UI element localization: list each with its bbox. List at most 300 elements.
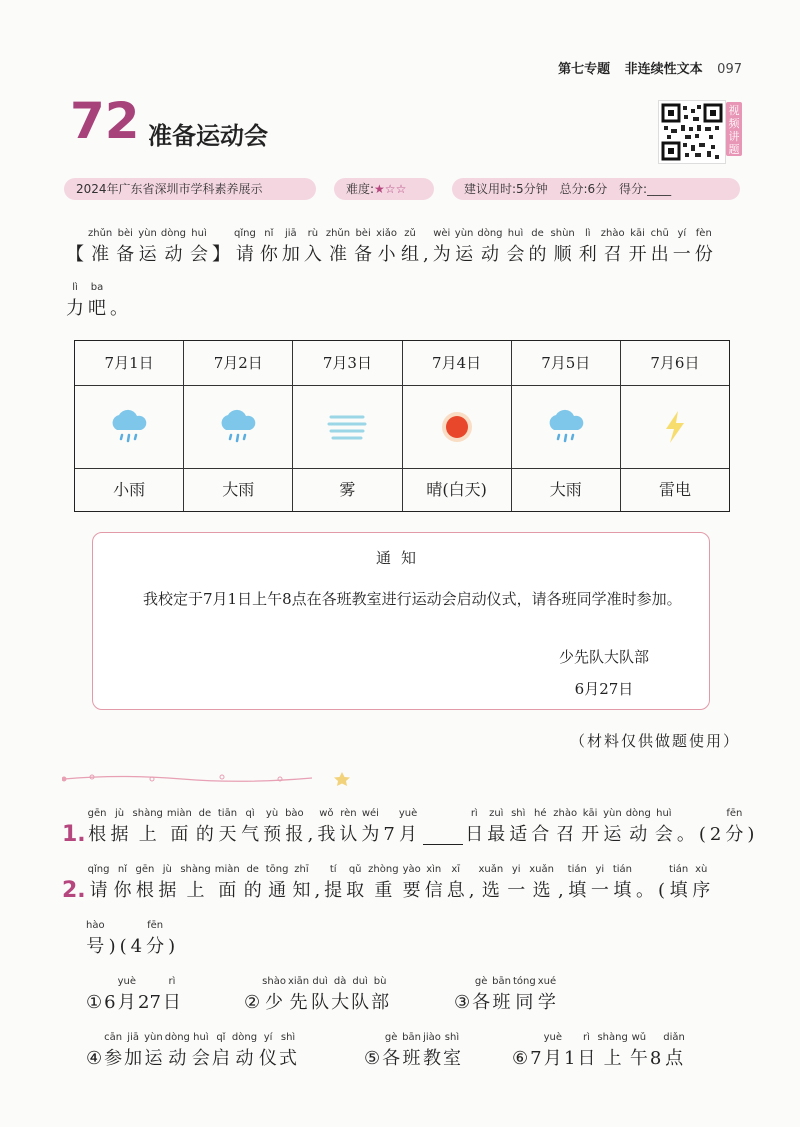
pinyin: kāi [630, 228, 645, 239]
pinyin: jiā [284, 228, 297, 239]
ruby-char [196, 806, 214, 848]
notice-signature [559, 641, 649, 705]
pinyin: duì [352, 976, 368, 987]
ruby-char [454, 974, 470, 1016]
hanzi: 动 [164, 244, 183, 265]
pinyin: diǎn [663, 1032, 685, 1043]
ruby-char [118, 974, 136, 1016]
weather-table [74, 340, 730, 512]
hanzi: 填 [568, 880, 587, 901]
hanzi: 仪 [259, 1048, 278, 1069]
hanzi: 召 [556, 824, 575, 845]
hanzi: 1 [564, 1048, 576, 1069]
ruby-char [259, 1030, 277, 1072]
hanzi: 各 [472, 992, 491, 1013]
pinyin: dà [333, 976, 347, 987]
ruby-char [636, 862, 654, 904]
hanzi: 适 [509, 824, 528, 845]
hanzi: ① [86, 992, 103, 1013]
pinyin: tiān [217, 808, 238, 819]
hanzi: 上 [138, 824, 157, 845]
ruby-char [144, 1030, 163, 1072]
hanzi: 顺 [553, 244, 572, 265]
ruby-char [507, 862, 525, 904]
ruby-char [317, 806, 335, 848]
ruby-char [324, 862, 342, 904]
pinyin: xiān [287, 976, 310, 987]
ruby-char [443, 1030, 461, 1072]
ruby-char [86, 918, 105, 960]
ruby-char [487, 806, 505, 848]
hanzi: 你 [259, 244, 278, 265]
page-number: 097 [717, 62, 742, 77]
option-4[interactable] [86, 1030, 299, 1072]
hanzi: 份 [694, 244, 713, 265]
hanzi: ( [119, 936, 127, 957]
weather-column [75, 341, 184, 511]
hanzi: , [314, 880, 321, 901]
ruby-char [364, 1030, 380, 1072]
pinyin: yí [677, 228, 687, 239]
pinyin: fèn [695, 228, 712, 239]
hanzi: 最 [487, 824, 506, 845]
ruby-char [477, 226, 502, 268]
ruby-char [512, 1030, 528, 1072]
lesson-number: 72 [70, 92, 140, 150]
hanzi: 号 [86, 936, 105, 957]
hanzi: 7 [383, 824, 395, 845]
ruby-char [135, 862, 154, 904]
pinyin: zhī [294, 864, 309, 875]
hanzi: ④ [86, 1048, 103, 1069]
hanzi: 运 [455, 244, 474, 265]
pinyin: dòng [477, 228, 503, 239]
ruby-char [509, 806, 527, 848]
pinyin: miàn [166, 808, 192, 819]
hanzi: 知 [292, 880, 311, 901]
hanzi: 同 [515, 992, 534, 1013]
pinyin: shì [280, 1032, 296, 1043]
pinyin: hào [86, 920, 105, 931]
pinyin: qǐ [216, 1032, 226, 1043]
hanzi: 加 [281, 244, 300, 265]
ruby-char [346, 862, 364, 904]
pinyin: chū [650, 228, 669, 239]
pinyin: hé [534, 808, 547, 819]
ruby-char [124, 1030, 142, 1072]
pinyin: qǐng [87, 864, 110, 875]
ruby-char [331, 974, 349, 1016]
option-6[interactable] [512, 1030, 687, 1072]
ruby-char [161, 226, 186, 268]
pinyin: yuè [543, 1032, 563, 1043]
hanzi: 动 [480, 244, 499, 265]
pinyin: qì [245, 808, 255, 819]
ruby-char [376, 226, 397, 268]
pinyin: gè [474, 976, 488, 987]
ruby-char [663, 1030, 685, 1072]
ruby-char [513, 974, 536, 1016]
pinyin: shì [511, 808, 526, 819]
pinyin: tián [669, 864, 689, 875]
pinyin: fēn [726, 808, 743, 819]
pinyin: bān [402, 1032, 421, 1043]
ruby-char [266, 862, 289, 904]
hanzi: 】 [212, 244, 231, 265]
ruby-char [603, 806, 622, 848]
ruby-char [613, 862, 632, 904]
pinyin: de [246, 864, 259, 875]
hanzi: 学 [537, 992, 556, 1013]
hanzi: 动 [235, 1048, 254, 1069]
hanzi: ⑤ [364, 1048, 381, 1069]
hanzi: 我 [317, 824, 336, 845]
pinyin: zǔ [404, 228, 416, 239]
ruby-char [212, 226, 230, 268]
ruby-char [677, 806, 695, 848]
pinyin: tóng [512, 976, 536, 987]
pinyin: wǒ [319, 808, 334, 819]
pinyin: bèi [117, 228, 133, 239]
ruby-char [215, 862, 240, 904]
lightning-icon [621, 386, 729, 469]
ruby-char [111, 806, 129, 848]
option-2[interactable] [244, 974, 391, 1016]
pinyin: yù [265, 808, 279, 819]
hanzi: 运 [603, 824, 622, 845]
pinyin: shàng [180, 864, 211, 875]
ruby-char [597, 1030, 627, 1072]
pinyin: lì [72, 282, 78, 293]
intro-line-1 [66, 226, 717, 268]
pinyin: zhǔn [88, 228, 113, 239]
pinyin: yùn [454, 228, 474, 239]
hanzi: 报 [285, 824, 304, 845]
pinyin: yí [263, 1032, 273, 1043]
ruby-char [232, 1030, 257, 1072]
hanzi: 参 [104, 1048, 123, 1069]
option-3[interactable] [454, 974, 558, 1016]
hanzi: 会 [190, 244, 209, 265]
ruby-char [110, 280, 128, 322]
hanzi: 的 [243, 880, 262, 901]
pinyin: cān [104, 1032, 123, 1043]
pinyin: qǔ [348, 864, 362, 875]
ruby-char [507, 226, 525, 268]
hanzi: 27 [138, 992, 161, 1013]
source-badge: 2024年广东省深圳市学科素养展示 [64, 178, 316, 200]
rain-cloud-icon [512, 386, 620, 469]
option-1[interactable] [86, 974, 183, 1016]
fog-icon [293, 386, 401, 469]
hanzi: 运 [144, 1048, 163, 1069]
ruby-char [382, 1030, 400, 1072]
ruby-char [292, 862, 310, 904]
ruby-char [630, 1030, 648, 1072]
hanzi: 召 [603, 244, 622, 265]
hanzi: 队 [351, 992, 370, 1013]
hanzi: , [307, 824, 314, 845]
ruby-char [601, 226, 625, 268]
hanzi: 填 [669, 880, 688, 901]
weather-date: 7月6日 [621, 341, 729, 386]
hanzi: ② [244, 992, 261, 1013]
hanzi: 取 [346, 880, 365, 901]
pinyin: gēn [135, 864, 155, 875]
ruby-char [577, 1030, 595, 1072]
pinyin: zhào [600, 228, 625, 239]
pinyin: shùn [550, 228, 575, 239]
hanzi: 运 [138, 244, 157, 265]
ruby-char [88, 806, 107, 848]
ruby-char [109, 918, 116, 960]
weather-desc: 小雨 [113, 480, 146, 499]
ruby-char [529, 226, 547, 268]
material-note: （材料仅供做题使用） [569, 732, 740, 750]
ruby-char [544, 1030, 562, 1072]
pinyin: bù [373, 976, 387, 987]
hanzi: 吧 [88, 298, 106, 319]
ruby-char [66, 226, 84, 268]
hanzi: 预 [263, 824, 282, 845]
hanzi: 4 [130, 936, 143, 957]
ruby-char [104, 1030, 122, 1072]
ruby-char [218, 806, 237, 848]
ruby-char [710, 806, 721, 848]
weather-desc: 大雨 [222, 480, 255, 499]
ruby-char [104, 974, 115, 1016]
ruby-char [120, 918, 127, 960]
hanzi: 据 [110, 824, 129, 845]
ruby-char [282, 226, 300, 268]
ruby-char [190, 226, 208, 268]
ruby-char [244, 862, 262, 904]
hanzi: 月 [117, 992, 136, 1013]
hanzi: 加 [124, 1048, 143, 1069]
hanzi: 利 [578, 244, 597, 265]
hanzi: 合 [531, 824, 550, 845]
ruby-char [86, 974, 102, 1016]
weather-column [293, 341, 402, 511]
ruby-char [138, 226, 157, 268]
pinyin: nǐ [264, 228, 274, 239]
ruby-char [131, 918, 142, 960]
ruby-char [673, 226, 691, 268]
hanzi: 气 [241, 824, 260, 845]
pinyin: dòng [231, 1032, 258, 1043]
pinyin: miàn [214, 864, 240, 875]
ruby-char [695, 226, 713, 268]
pinyin: rèn [340, 808, 357, 819]
ruby-char [403, 862, 421, 904]
hanzi: 上 [603, 1048, 622, 1069]
ruby-char [88, 226, 112, 268]
pinyin: bān [492, 976, 511, 987]
difficulty-badge [334, 178, 434, 200]
pinyin: dòng [164, 1032, 190, 1043]
hanzi: 一 [590, 880, 609, 901]
pinyin: lì [584, 228, 591, 239]
hanzi: 序 [692, 880, 711, 901]
pinyin: de [531, 228, 544, 239]
weather-date: 7月5日 [512, 341, 620, 386]
ruby-char [465, 806, 483, 848]
notice-date: 6月27日 [574, 680, 634, 698]
pinyin: zuì [489, 808, 504, 819]
qr-code[interactable] [658, 100, 726, 164]
pinyin: wèi [433, 228, 451, 239]
hanzi: 面 [218, 880, 237, 901]
weather-desc: 晴(白天) [426, 480, 487, 499]
pinyin: shàng [597, 1032, 628, 1043]
answer-blank[interactable] [423, 824, 463, 845]
ruby-char [658, 862, 665, 904]
pinyin: shì [444, 1032, 460, 1043]
pinyin: gēn [87, 808, 107, 819]
question-2-text [88, 862, 715, 904]
hanzi: 组 [401, 244, 420, 265]
pinyin: tián [567, 864, 587, 875]
pinyin: yuè [117, 976, 137, 987]
pinyin: yùn [138, 228, 157, 239]
hanzi: 据 [158, 880, 177, 901]
ruby-char [558, 862, 564, 904]
hanzi: 认 [339, 824, 358, 845]
hanzi: , [557, 880, 564, 901]
ruby-char [371, 974, 389, 1016]
rain-cloud-icon [184, 386, 292, 469]
hanzi: 通 [268, 880, 287, 901]
hanzi: 式 [279, 1048, 298, 1069]
hanzi: , [423, 244, 429, 265]
ruby-char [66, 280, 84, 322]
hanzi: ) [168, 936, 176, 957]
pinyin: huì [191, 228, 207, 239]
ruby-char [279, 1030, 297, 1072]
ruby-char [180, 862, 210, 904]
pinyin: yuè [398, 808, 418, 819]
hanzi: 上 [186, 880, 205, 901]
difficulty-stars: ★☆☆ [374, 182, 407, 196]
ruby-char [401, 226, 419, 268]
pinyin: bào [285, 808, 304, 819]
hanzi: 分 [725, 824, 744, 845]
hanzi: 准 [328, 244, 347, 265]
hanzi: 教 [422, 1048, 441, 1069]
hanzi: , [468, 880, 475, 901]
ruby-char [433, 226, 451, 268]
hanzi: 一 [507, 880, 526, 901]
video-explain-tab[interactable]: 视频讲题 [726, 102, 742, 156]
hanzi: 。 [636, 880, 655, 901]
ruby-char [113, 862, 131, 904]
pinyin: ba [90, 282, 104, 293]
pinyin: xuǎn [529, 864, 554, 875]
ruby-char [383, 806, 394, 848]
ruby-char [447, 862, 465, 904]
pinyin: wéi [361, 808, 379, 819]
hanzi: 班 [492, 992, 511, 1013]
ruby-char [553, 806, 577, 848]
ruby-char [725, 806, 743, 848]
weather-desc: 雷电 [658, 480, 691, 499]
weather-column [512, 341, 621, 511]
ruby-char [234, 226, 256, 268]
ruby-char [339, 806, 357, 848]
hanzi: 各 [382, 1048, 401, 1069]
hanzi: 队 [311, 992, 330, 1013]
hanzi: 室 [442, 1048, 461, 1069]
ruby-char [651, 226, 669, 268]
section-label: 第七专题 [558, 62, 611, 77]
notice-title: 通知 [375, 549, 426, 567]
hanzi: 准 [91, 244, 110, 265]
hanzi: 部 [371, 992, 390, 1013]
weather-date: 7月3日 [293, 341, 401, 386]
ruby-char [361, 806, 379, 848]
hanzi: 日 [465, 824, 484, 845]
weather-desc: 大雨 [549, 480, 582, 499]
total-label: 总分:6分 [559, 182, 608, 196]
pinyin: xué [537, 976, 557, 987]
pinyin: tōng [265, 864, 289, 875]
ruby-char [88, 280, 106, 322]
pinyin: tián [612, 864, 633, 875]
hanzi: 。 [676, 824, 695, 845]
ruby-char [116, 226, 134, 268]
option-5[interactable] [364, 1030, 463, 1072]
ruby-char [629, 226, 647, 268]
hanzi: 日 [162, 992, 181, 1013]
info-bar [64, 178, 740, 200]
hanzi: 开 [628, 244, 647, 265]
notice-body: 我校定于7月1日上午8点在各班教室进行运动会启动仪式，请各班同学准时参加。 [143, 590, 682, 608]
hanzi: 大 [331, 992, 350, 1013]
ruby-char [192, 1030, 210, 1072]
pinyin: rì [470, 808, 478, 819]
ruby-char [133, 806, 163, 848]
hanzi: ) [747, 824, 755, 845]
pinyin: huì [507, 228, 524, 239]
hanzi: 动 [168, 1048, 187, 1069]
ruby-char [425, 862, 443, 904]
hanzi: 先 [289, 992, 308, 1013]
page-header [548, 58, 742, 77]
question-1-number: 1. [62, 822, 86, 847]
pinyin: duì [312, 976, 328, 987]
pinyin: kāi [582, 808, 598, 819]
hanzi: 7 [530, 1048, 542, 1069]
notice-signer: 少先队大队部 [558, 648, 649, 666]
ruby-char [579, 226, 597, 268]
ruby-char [304, 226, 322, 268]
ruby-char [86, 1030, 102, 1072]
ruby-char [399, 806, 417, 848]
pinyin: nǐ [117, 864, 128, 875]
ruby-char [626, 806, 651, 848]
pinyin: xuǎn [478, 864, 504, 875]
hanzi: 的 [195, 824, 214, 845]
pinyin: jiào [423, 1032, 441, 1043]
hanzi: 一 [672, 244, 691, 265]
ruby-char [88, 862, 110, 904]
rain-cloud-icon [75, 386, 183, 469]
ruby-char [581, 806, 599, 848]
ruby-char [314, 862, 320, 904]
hanzi: 选 [532, 880, 551, 901]
ruby-char [538, 974, 556, 1016]
ruby-char [158, 862, 176, 904]
